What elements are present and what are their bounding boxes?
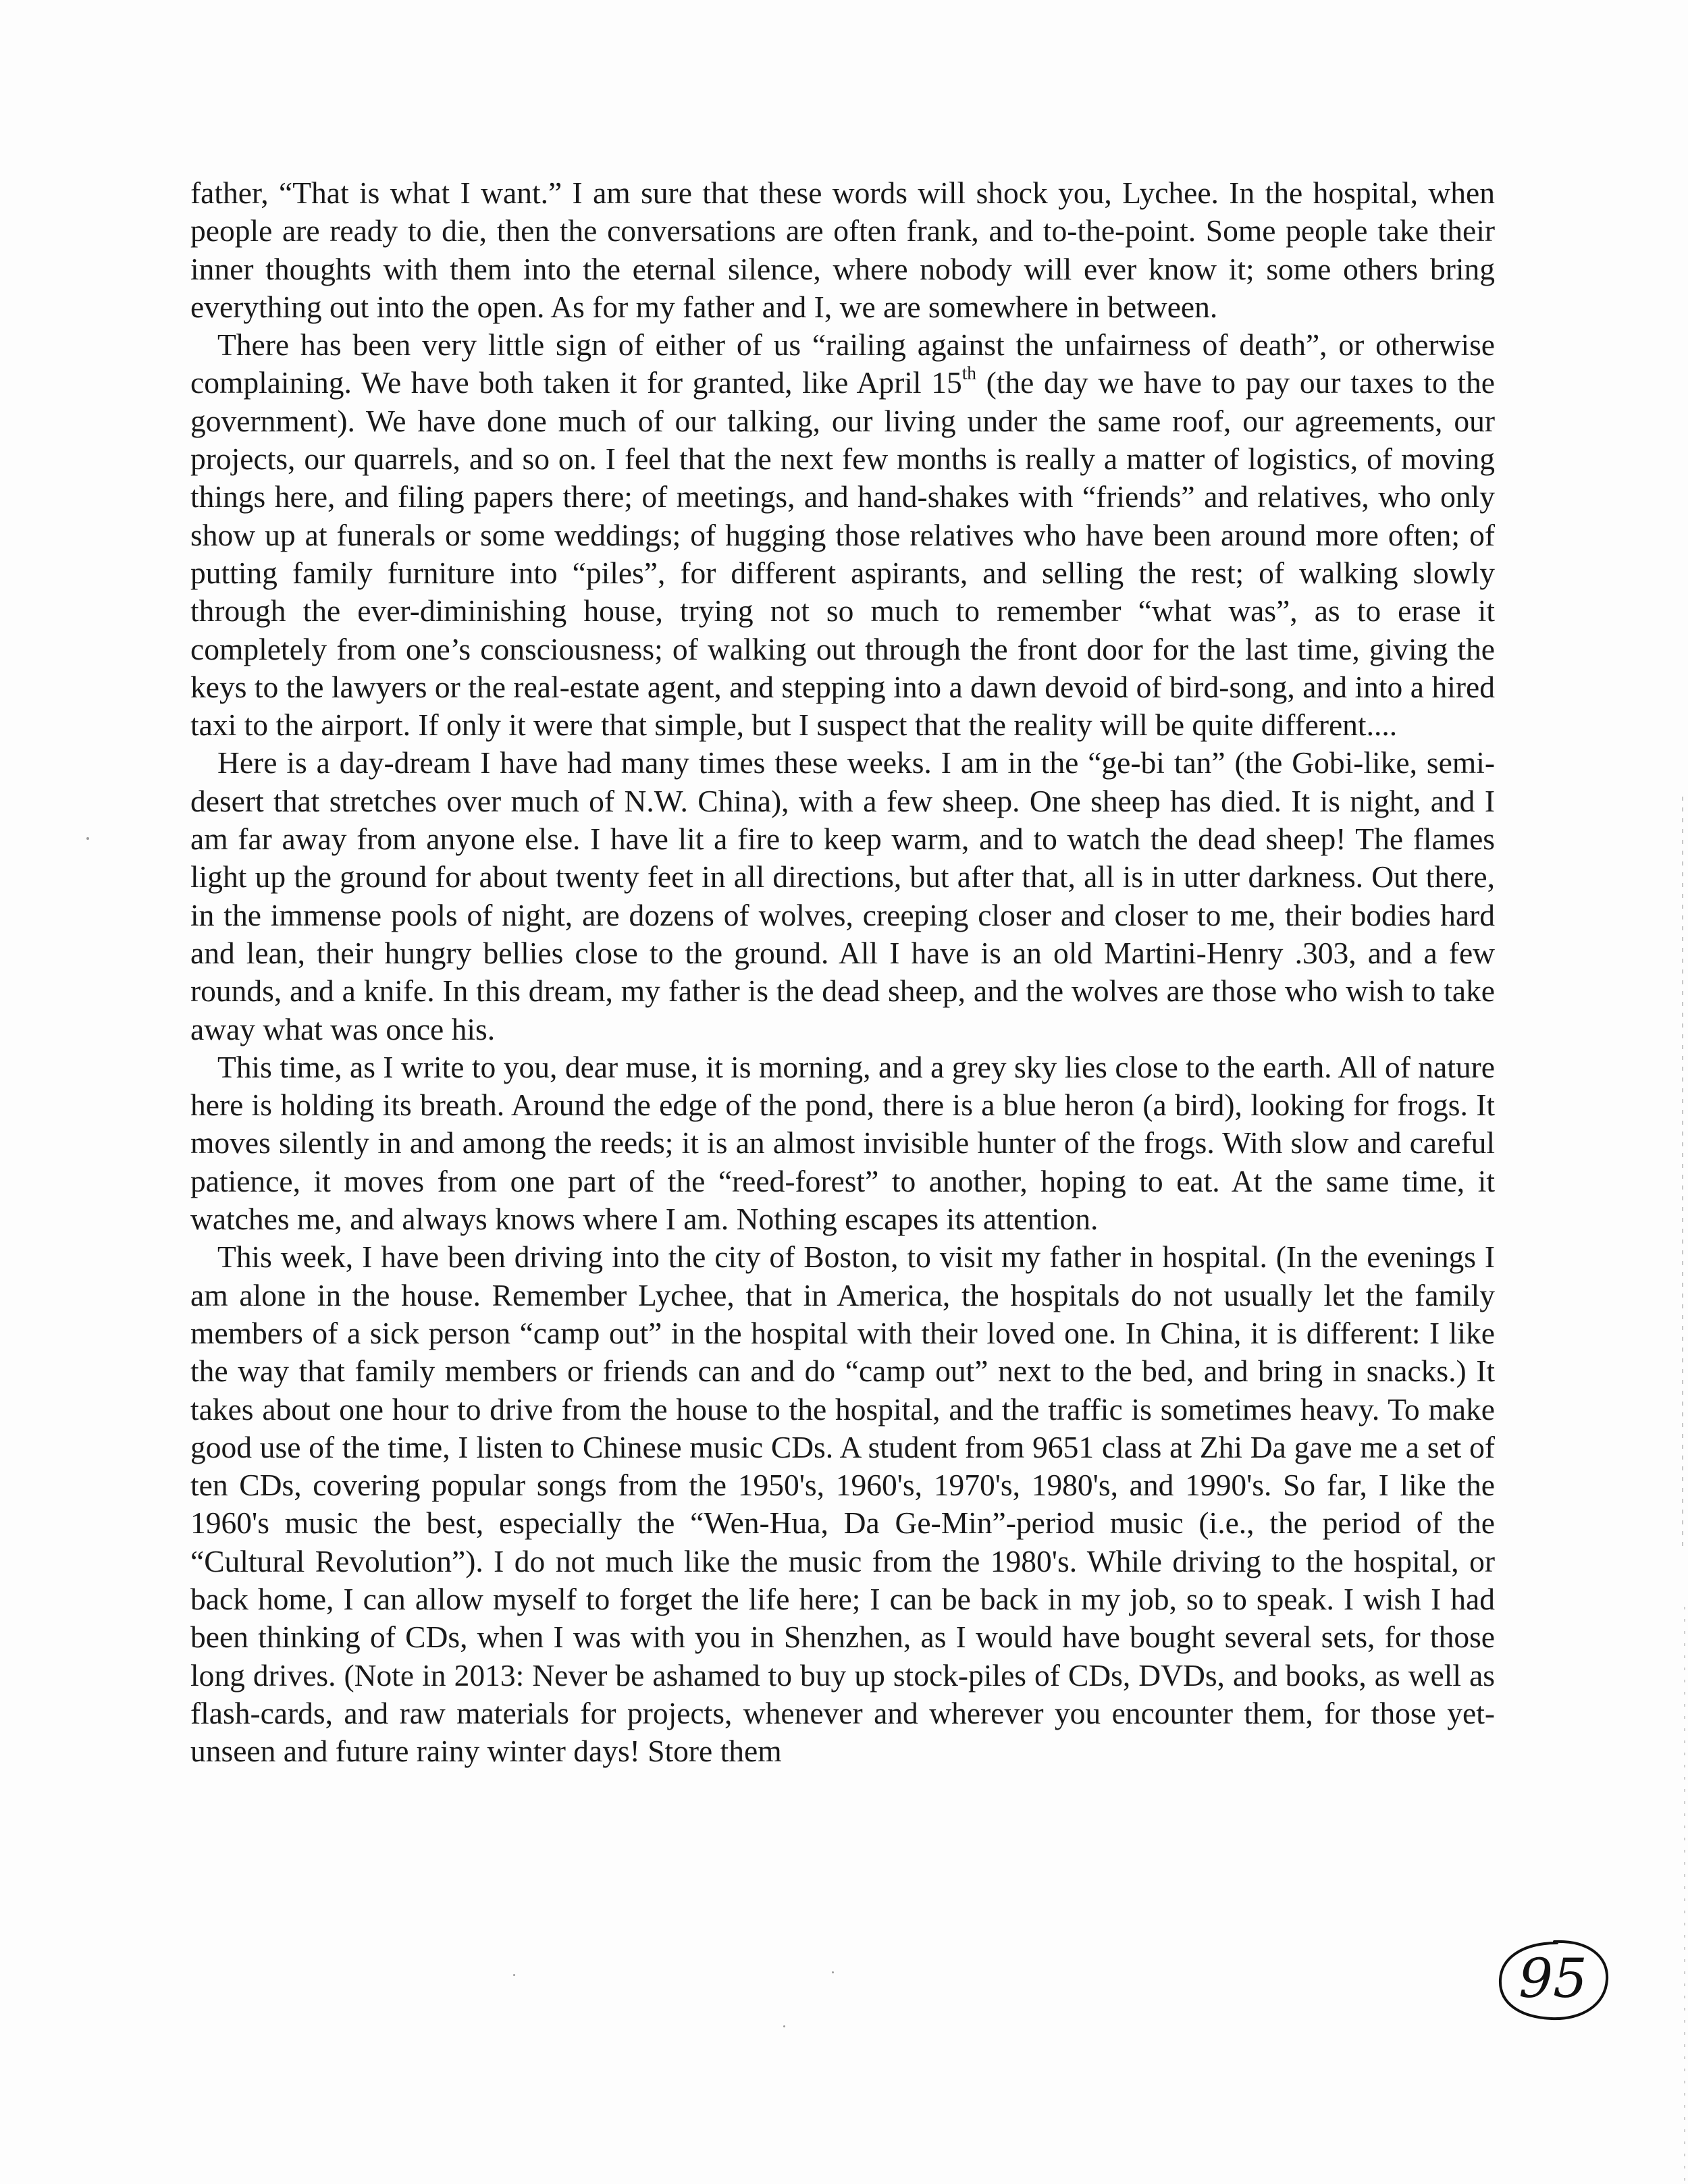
paragraph-2 — [190, 326, 1495, 744]
scan-speck — [513, 1974, 515, 1976]
scan-edge-mark — [1668, 0, 1688, 2184]
paragraph-4: This time, as I write to you, dear muse, it is morning, and a grey sky lies close to the earth. All of nature here is holding its breath. Around the edge of the pond, there is a blue heron (a bird), looking for frogs. It moves silently in and among the reeds; it is an almost invisible hunter of the frogs. With slow and careful patience, it moves from one part of the “reed-forest” to another, hoping to eat. At the same time, it watches me, and always knows where I am. Nothing escapes its attention. — [190, 1049, 1495, 1237]
paragraph-1: father, “That is what I want.” I am sure that these words will shock you, Lychee. In the hospital, when people are ready to die, then the conversations are often frank, and to-the-point. Some people take their inner thoughts with them into the eternal silence, where nobody will ever know it; some others bring everything out into the open. As for my father and I, we are somewhere in between. — [190, 176, 1495, 324]
paragraph-5: This week, I have been driving into the city of Boston, to visit my father in hospital. (In the evenings I am alone in the house. Remember Lychee, that in America, the hospitals do not usually let the family members of a sick person “camp out” in the hospital with their loved one. In China, it is different: I like the way that family members or friends can and do “camp out” next to the bed, and bring in snacks.) It takes about one hour to drive from the house to the hospital, and the traffic is sometimes heavy. To make good use of the time, I listen to Chinese music CDs. A student from 9651 class at Zhi Da gave me a set of ten CDs, covering popular songs from the 1950's, 1960's, 1970's, 1980's, and 1990's. So far, I like the 1960's music the best, especially the “Wen-Hua, Da Ge-Min”-period music (i.e., the period of the “Cultural Revolution”). I do not much like the music from the 1980's. While driving to the hospital, or back home, I can allow myself to forget the life here; I can be back in my job, so to speak. I wish I had been thinking of CDs, when I was with you in Shenzhen, as I would have bought several sets, for those long drives. (Note in 2013: Never be ashamed to buy up stock-piles of CDs, DVDs, and books, as well as flash-cards, and raw materials for projects, whenever and wherever you encounter them, for those yet-unseen and future rainy winter days! Store them — [190, 1240, 1495, 1769]
handwritten-page-number — [1492, 1936, 1614, 2024]
scan-speck — [783, 2025, 785, 2027]
paragraph-3: Here is a day-dream I have had many times these weeks. I am in the “ge-bi tan” (the Gobi-like, semi-desert that stretches over much of N.W. China), with a few sheep. One sheep has died. It is night, and I am far away from anyone else. I have lit a fire to keep warm, and to watch the dead sheep! The flames light up the ground for about twenty feet in all directions, but after that, all is in utter darkness. Out there, in the immense pools of night, are dozens of wolves, creeping closer and closer to me, their bodies hard and lean, their hungry bellies close to the ground. All I have is an old Martini-Henry .303, and a few rounds, and a knife. In this dream, my father is the dead sheep, and the wolves are those who wish to take away what was once his. — [190, 745, 1495, 1046]
page-number-text: 95 — [1519, 1947, 1587, 2010]
paragraph-2-text-cont: (the day we have to pay our taxes to the government). We have done much of our talking, our living under the same roof, our agreements, our projects, our quarrels, and so on. I feel that the next few months is really a matter of logistics, of moving things here, and filing papers there; of meetings, and hand-shakes with “friends” and relatives, who only show up at funerals or some weddings; of hugging those relatives who have been around more often; of putting family furniture into “piles”, for different aspirants, and selling the rest; of walking slowly through the ever-diminishing house, trying not so much to remember “what was”, as to erase it completely from one’s consciousness; of walking out through the front door for the last time, giving the keys to the lawyers or the real-estate agent, and stepping into a dawn devoid of bird-song, and into a hired taxi to the airport. If only it were that simple, but I suspect that the reality will be quite different.... — [190, 365, 1495, 743]
scan-speck — [86, 837, 89, 840]
paragraph-2-text: There has been very little sign of either of us “railing against the unfairness of death”, or otherwise complaining. We have both taken it for granted, like April 15 — [190, 327, 1495, 400]
ordinal-suffix: th — [961, 363, 976, 384]
page-number-circle — [1492, 1936, 1614, 2024]
letter-body — [190, 174, 1495, 1770]
scan-speck — [832, 1971, 834, 1973]
